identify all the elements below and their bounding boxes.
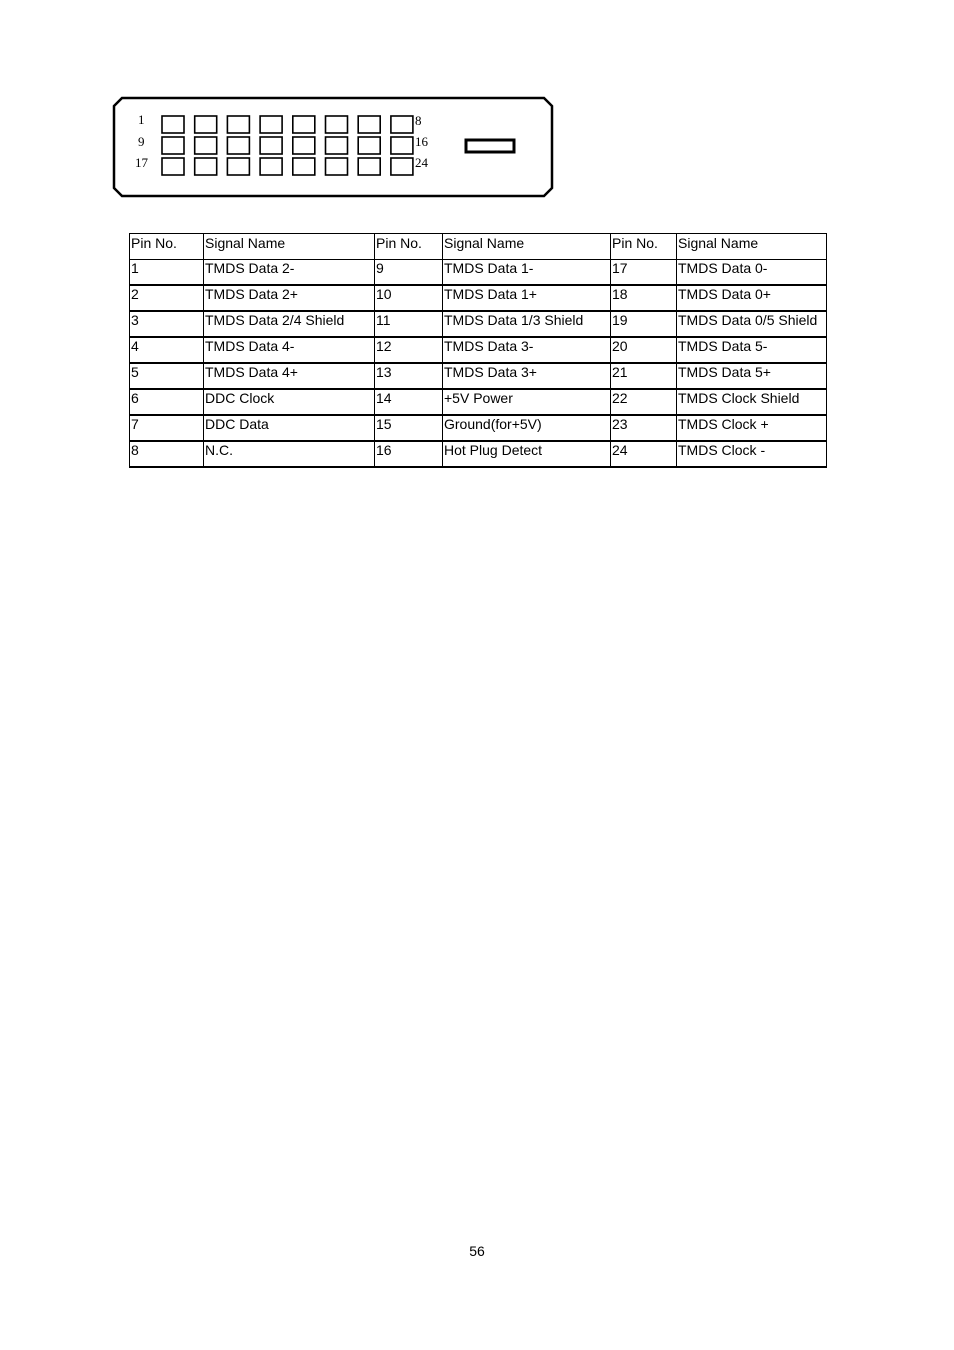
signal-name-cell: Ground(for+5V) xyxy=(443,415,611,441)
table-row xyxy=(130,363,827,389)
table-header-cell: Signal Name xyxy=(677,234,827,260)
pin-contact xyxy=(326,158,348,175)
pin-label-1: 1 xyxy=(138,112,145,127)
signal-name-cell: +5V Power xyxy=(443,389,611,415)
signal-name-cell: TMDS Clock - xyxy=(677,441,827,467)
table-header-cell: Pin No. xyxy=(130,234,204,260)
pin-contact xyxy=(326,116,348,133)
pin-number-cell: 10 xyxy=(375,285,443,311)
pin-number-cell: 7 xyxy=(130,415,204,441)
ground-blade xyxy=(466,140,514,152)
table-row xyxy=(130,260,827,286)
pin-number-cell: 14 xyxy=(375,389,443,415)
pin-contact xyxy=(293,137,315,154)
table-header-cell: Pin No. xyxy=(611,234,677,260)
pin-number-cell: 9 xyxy=(375,260,443,286)
signal-name-cell: TMDS Data 3- xyxy=(443,337,611,363)
pin-contact xyxy=(227,116,249,133)
signal-name-cell: TMDS Clock + xyxy=(677,415,827,441)
pin-contact xyxy=(326,137,348,154)
pin-contact xyxy=(293,116,315,133)
signal-name-cell: TMDS Data 1+ xyxy=(443,285,611,311)
table-row xyxy=(130,441,827,467)
pin-contact xyxy=(358,137,380,154)
page-number: 56 xyxy=(469,1243,485,1259)
pin-label-9: 9 xyxy=(138,134,145,149)
pin-label-8: 8 xyxy=(415,113,422,128)
table-header-row xyxy=(130,234,827,260)
pin-number-cell: 17 xyxy=(611,260,677,286)
pin-contact xyxy=(293,158,315,175)
table-row xyxy=(130,285,827,311)
pin-number-cell: 8 xyxy=(130,441,204,467)
pin-number-cell: 18 xyxy=(611,285,677,311)
signal-name-cell: N.C. xyxy=(204,441,375,467)
pin-contact xyxy=(162,137,184,154)
signal-name-cell: DDC Data xyxy=(204,415,375,441)
pin-number-cell: 11 xyxy=(375,311,443,337)
signal-name-cell: TMDS Data 1/3 Shield xyxy=(443,311,611,337)
table-row xyxy=(130,389,827,415)
pin-contact xyxy=(195,137,217,154)
pin-number-cell: 16 xyxy=(375,441,443,467)
signal-name-cell: TMDS Data 3+ xyxy=(443,363,611,389)
signal-name-cell: TMDS Data 0- xyxy=(677,260,827,286)
connector-outline xyxy=(114,98,552,196)
pin-contact xyxy=(195,116,217,133)
pin-number-cell: 21 xyxy=(611,363,677,389)
signal-name-cell: TMDS Data 5+ xyxy=(677,363,827,389)
table-header-cell: Pin No. xyxy=(375,234,443,260)
signal-name-cell: DDC Clock xyxy=(204,389,375,415)
pin-assignment-table xyxy=(129,233,827,468)
table-header-cell: Signal Name xyxy=(204,234,375,260)
pin-number-cell: 15 xyxy=(375,415,443,441)
pin-contact xyxy=(260,116,282,133)
pin-number-cell: 20 xyxy=(611,337,677,363)
pin-contact xyxy=(227,158,249,175)
table-row xyxy=(130,337,827,363)
signal-name-cell: TMDS Data 2+ xyxy=(204,285,375,311)
table-row xyxy=(130,415,827,441)
pin-number-cell: 24 xyxy=(611,441,677,467)
pin-contact xyxy=(391,116,413,133)
pin-contact xyxy=(358,116,380,133)
pin-contact xyxy=(391,137,413,154)
signal-name-cell: TMDS Data 5- xyxy=(677,337,827,363)
dvi-connector-diagram xyxy=(110,94,560,202)
pin-contact xyxy=(162,158,184,175)
pin-number-cell: 19 xyxy=(611,311,677,337)
pin-contact xyxy=(260,158,282,175)
pin-contact xyxy=(358,158,380,175)
pin-contact xyxy=(162,116,184,133)
pin-label-17: 17 xyxy=(135,155,148,170)
pin-contact xyxy=(227,137,249,154)
pin-number-cell: 13 xyxy=(375,363,443,389)
table-row xyxy=(130,311,827,337)
pin-contact xyxy=(260,137,282,154)
pin-number-cell: 1 xyxy=(130,260,204,286)
pin-contact xyxy=(391,158,413,175)
pin-label-24: 24 xyxy=(415,155,428,170)
signal-name-cell: TMDS Data 1- xyxy=(443,260,611,286)
pin-number-cell: 6 xyxy=(130,389,204,415)
signal-name-cell: TMDS Data 4+ xyxy=(204,363,375,389)
signal-name-cell: TMDS Data 0+ xyxy=(677,285,827,311)
pin-contact xyxy=(195,158,217,175)
pin-grid xyxy=(162,116,413,175)
pin-number-cell: 22 xyxy=(611,389,677,415)
signal-name-cell: TMDS Data 2- xyxy=(204,260,375,286)
pin-number-cell: 2 xyxy=(130,285,204,311)
pin-number-cell: 23 xyxy=(611,415,677,441)
pin-label-16: 16 xyxy=(415,134,428,149)
table-header-cell: Signal Name xyxy=(443,234,611,260)
signal-name-cell: TMDS Data 2/4 Shield xyxy=(204,311,375,337)
pin-number-cell: 12 xyxy=(375,337,443,363)
pin-number-cell: 5 xyxy=(130,363,204,389)
signal-name-cell: Hot Plug Detect xyxy=(443,441,611,467)
signal-name-cell: TMDS Clock Shield xyxy=(677,389,827,415)
pin-number-cell: 4 xyxy=(130,337,204,363)
pin-number-cell: 3 xyxy=(130,311,204,337)
signal-name-cell: TMDS Data 0/5 Shield xyxy=(677,311,827,337)
signal-name-cell: TMDS Data 4- xyxy=(204,337,375,363)
